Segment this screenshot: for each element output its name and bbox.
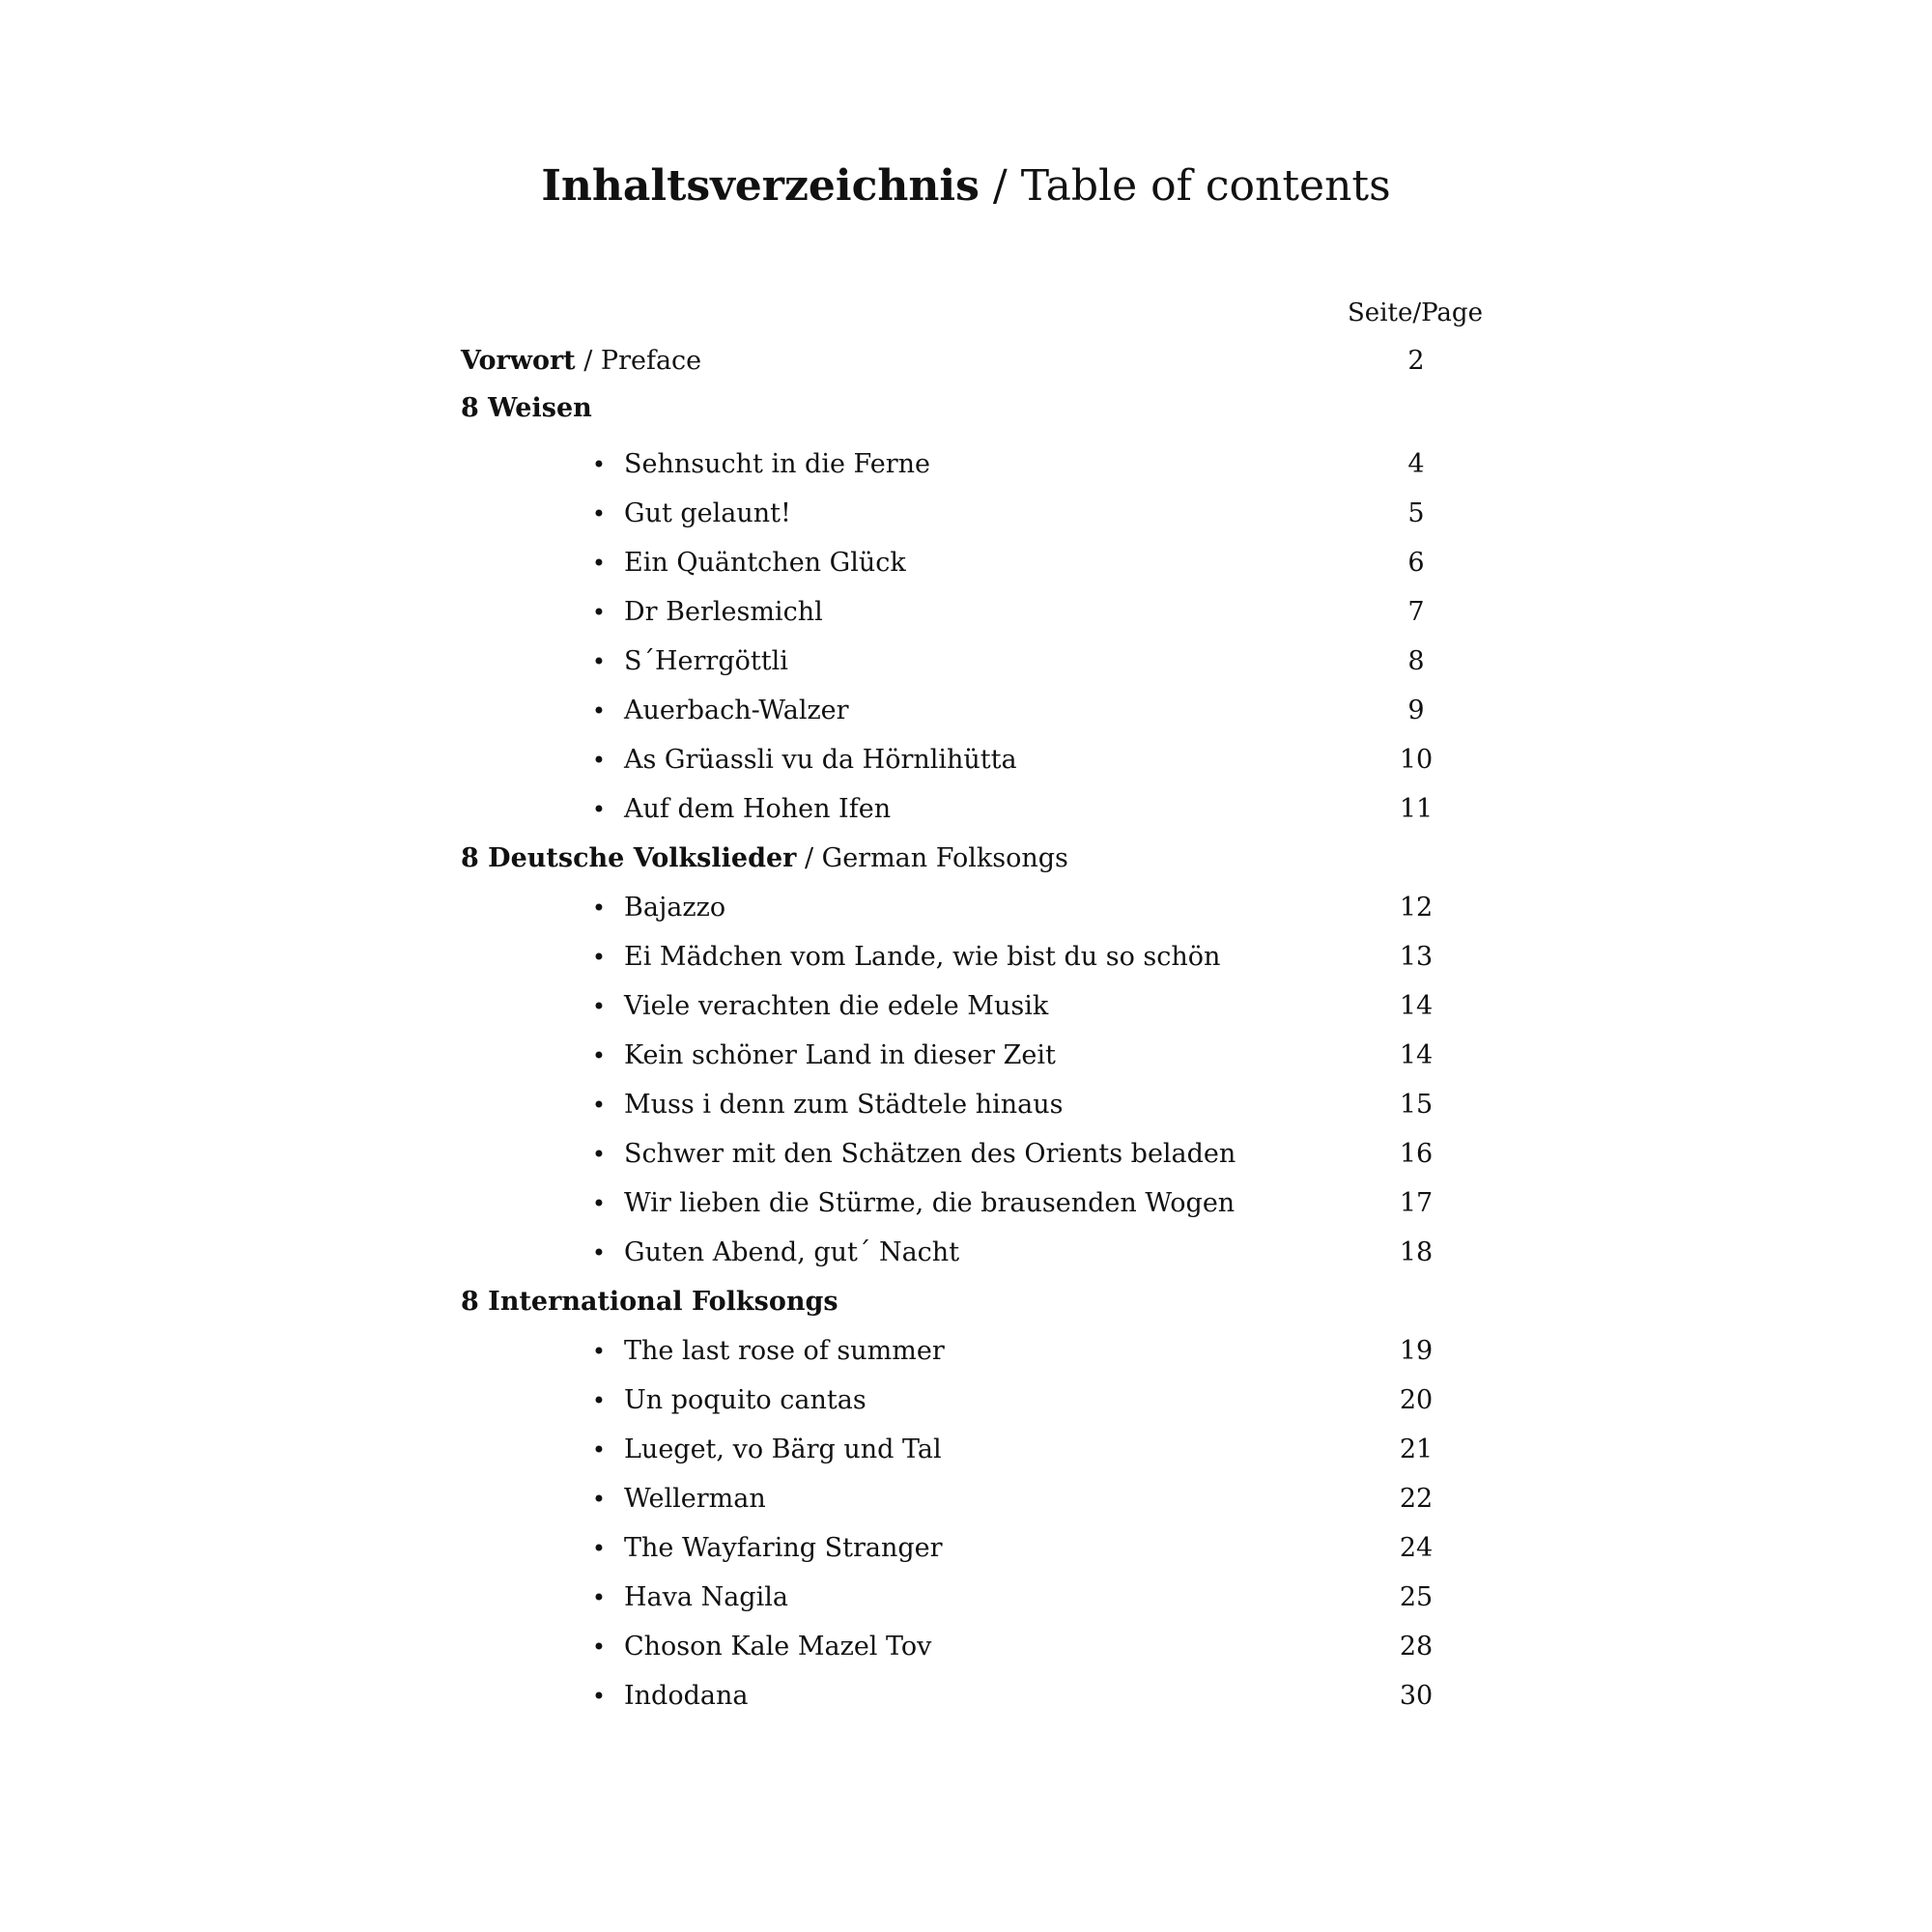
bullet-icon: •: [591, 1239, 607, 1266]
bullet-icon: •: [591, 1387, 607, 1414]
bullet-icon: •: [591, 993, 607, 1020]
toc-item-page: 19: [1399, 1336, 1434, 1366]
toc-item-page: 21: [1399, 1435, 1434, 1464]
toc-section-heading: [0, 1283, 1932, 1321]
bullet-icon: •: [591, 1092, 607, 1119]
toc-item: [0, 938, 1932, 977]
toc-item-title: Indodana: [624, 1681, 749, 1711]
toc-item-title: Wellerman: [624, 1484, 766, 1514]
toc-item-title: Bajazzo: [624, 893, 726, 923]
bullet-icon: •: [591, 1535, 607, 1562]
toc-item: [0, 889, 1932, 927]
bullet-icon: •: [591, 1436, 607, 1463]
toc-item: [0, 692, 1932, 730]
toc-item: [0, 987, 1932, 1026]
toc-item: [0, 1332, 1932, 1371]
preface-label: [461, 342, 701, 381]
toc-item: [0, 495, 1932, 533]
toc-item: [0, 642, 1932, 681]
toc-item-title: Guten Abend, gut´ Nacht: [624, 1237, 960, 1267]
section-label: [461, 389, 592, 428]
toc-item-page: 28: [1399, 1632, 1434, 1662]
toc-item-title: The Wayfaring Stranger: [624, 1533, 943, 1563]
bullet-icon: •: [591, 796, 607, 823]
toc-item-page: 13: [1399, 942, 1434, 972]
toc-item-page: 9: [1407, 696, 1425, 725]
bullet-icon: •: [591, 599, 607, 626]
bullet-icon: •: [591, 747, 607, 774]
toc-item-title: Lueget, vo Bärg und Tal: [624, 1435, 942, 1464]
toc-item-title: S´Herrgöttli: [624, 646, 788, 676]
bullet-icon: •: [591, 1584, 607, 1611]
section-label-bold: 8 Weisen: [461, 393, 592, 423]
toc-item: [0, 593, 1932, 632]
preface-label-normal: / Preface: [575, 346, 702, 376]
toc-item-page: 25: [1399, 1582, 1434, 1612]
toc-item: [0, 544, 1932, 582]
bullet-icon: •: [591, 1190, 607, 1217]
toc-item-page: 8: [1407, 646, 1425, 676]
toc-item: [0, 1578, 1932, 1617]
toc-item: [0, 1135, 1932, 1174]
title-normal: / Table of contents: [979, 161, 1391, 211]
title-bold: Inhaltsverzeichnis: [541, 161, 980, 211]
toc-item: [0, 790, 1932, 829]
toc-item-page: 11: [1399, 794, 1434, 824]
toc-item: [0, 1234, 1932, 1272]
bullet-icon: •: [591, 1141, 607, 1168]
section-label: [461, 839, 1068, 878]
toc-section-heading: [0, 389, 1932, 428]
toc-item-page: 14: [1399, 1040, 1434, 1070]
bullet-icon: •: [591, 697, 607, 724]
toc-item: [0, 445, 1932, 484]
toc-item-page: 15: [1399, 1090, 1434, 1120]
toc-item-page: 5: [1407, 498, 1425, 528]
toc-item-title: Auerbach-Walzer: [624, 696, 849, 725]
toc-item-title: Schwer mit den Schätzen des Orients beladen: [624, 1139, 1236, 1169]
toc-item-title: The last rose of summer: [624, 1336, 945, 1366]
toc-item: [0, 1677, 1932, 1716]
toc-item-title: Auf dem Hohen Ifen: [624, 794, 892, 824]
bullet-icon: •: [591, 944, 607, 971]
toc-item: [0, 1529, 1932, 1568]
toc-item-page: 14: [1399, 991, 1434, 1021]
toc-item-page: 18: [1399, 1237, 1434, 1267]
toc-item: [0, 1431, 1932, 1469]
toc-item-title: Ei Mädchen vom Lande, wie bist du so schön: [624, 942, 1221, 972]
toc-item-title: As Grüassli vu da Hörnlihütta: [624, 745, 1017, 775]
toc-item-title: Choson Kale Mazel Tov: [624, 1632, 932, 1662]
toc-item-title: Kein schöner Land in dieser Zeit: [624, 1040, 1056, 1070]
toc-item-page: 20: [1399, 1385, 1434, 1415]
toc-item-title: Dr Berlesmichl: [624, 597, 823, 627]
toc-item-page: 10: [1399, 745, 1434, 775]
section-label: [461, 1283, 838, 1321]
toc-item: [0, 1628, 1932, 1666]
toc-item: [0, 1480, 1932, 1519]
toc-section-heading: [0, 839, 1932, 878]
bullet-icon: •: [591, 1042, 607, 1069]
bullet-icon: •: [591, 500, 607, 527]
bullet-icon: •: [591, 648, 607, 675]
toc-item-page: 17: [1399, 1188, 1434, 1218]
toc-item-title: Ein Quäntchen Glück: [624, 548, 906, 578]
toc-item-page: 30: [1399, 1681, 1434, 1711]
toc-item: [0, 1037, 1932, 1075]
toc-item-title: Wir lieben die Stürme, die brausenden Wogen: [624, 1188, 1236, 1218]
bullet-icon: •: [591, 1486, 607, 1513]
toc-item-page: 7: [1407, 597, 1425, 627]
section-label-bold: 8 International Folksongs: [461, 1287, 838, 1317]
page-title: [0, 159, 1932, 213]
toc-item: [0, 1381, 1932, 1420]
toc-item-page: 16: [1399, 1139, 1434, 1169]
preface-label-bold: Vorwort: [461, 346, 576, 376]
section-label-normal: / German Folksongs: [796, 843, 1068, 873]
toc-item: [0, 1086, 1932, 1124]
toc-item-title: Muss i denn zum Städtele hinaus: [624, 1090, 1064, 1120]
toc-row-preface: [0, 342, 1932, 381]
toc-item-page: 22: [1399, 1484, 1434, 1514]
toc-item-title: Un poquito cantas: [624, 1385, 867, 1415]
page-column-header: Seite/Page: [1348, 298, 1483, 327]
bullet-icon: •: [591, 550, 607, 577]
preface-page-number: 2: [1407, 346, 1425, 376]
toc-item-title: Gut gelaunt!: [624, 498, 791, 528]
toc-item-title: Sehnsucht in die Ferne: [624, 449, 931, 479]
toc-item-page: 4: [1407, 449, 1425, 479]
bullet-icon: •: [591, 895, 607, 922]
toc-item-title: Hava Nagila: [624, 1582, 788, 1612]
toc-item-page: 6: [1407, 548, 1425, 578]
toc-item-title: Viele verachten die edele Musik: [624, 991, 1049, 1021]
toc-item: [0, 1184, 1932, 1223]
bullet-icon: •: [591, 1338, 607, 1365]
bullet-icon: •: [591, 451, 607, 478]
bullet-icon: •: [591, 1683, 607, 1710]
toc-item-page: 24: [1399, 1533, 1434, 1563]
toc-item: [0, 741, 1932, 780]
bullet-icon: •: [591, 1634, 607, 1661]
toc-item-page: 12: [1399, 893, 1434, 923]
section-label-bold: 8 Deutsche Volkslieder: [461, 843, 797, 873]
